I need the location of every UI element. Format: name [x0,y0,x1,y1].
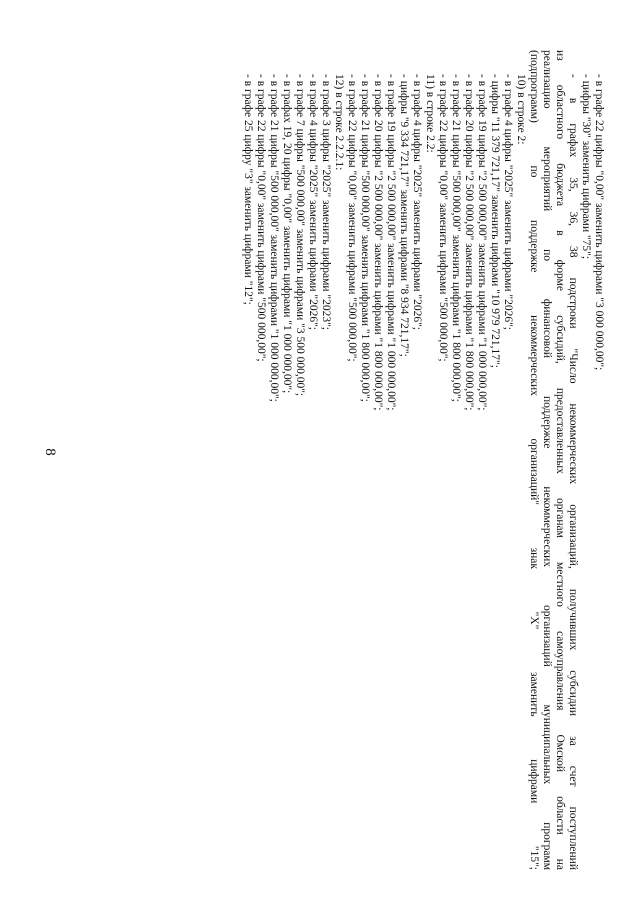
document-line: - в графе 21 цифры "500 000,00" заменить цифрами "1 800 000,00"; [450,74,462,402]
document-line: - в графе 3 цифры "2025" заменить цифрами "2023"; [320,74,332,330]
document-line: - в графе 4 цифры "2025" заменить цифрами "2026"; [502,74,514,330]
document-line: - цифры "11 379 721,17" заменить цифрами "10 979 721,17"; [489,74,501,368]
document-line: - цифры "9 334 721,17" заменить цифрами "8 934 721,17"; [398,74,410,357]
document-line: из областного бюджета в форме субсидий, предоставленных органам местного самоуправления Омской области на [554,50,566,870]
document-line: - цифры "30" заменить цифрами "75"; [580,74,592,260]
document-line: - в графе 25 цифру "3" заменить цифрами "12"; [242,74,254,305]
document-line: - в графе 21 цифры "500 000,00" заменить цифрами "1 800 000,00"; [359,74,371,402]
document-line: (подпрограмм) по поддержке некоммерческих организаций" знак "X" заменить цифрами "15"; [528,50,540,870]
document-line: реализацию мероприятий по финансовой поддержке некоммерческих организаций муниципальных программ [541,50,553,870]
document-line: 11) в строке 2.2: [424,74,436,153]
document-line: - в графе 19 цифры "2 500 000,00" заменить цифрами "1 000 000,00"; [385,74,397,411]
page-number: 8 [42,448,58,456]
document-line: 10) в строке 2: [515,74,527,145]
document-line: - в графе 22 цифры "0,00" заменить цифрами "500 000,00"; [437,74,449,362]
document-line: - в графе 19 цифры "2 500 000,00" заменить цифрами "1 000 000,00"; [476,74,488,411]
document-line: - в графе 22 цифры "0,00" заменить цифрами "3 000 000,00"; [593,74,605,371]
document-line: - в графе 4 цифры "2025" заменить цифрами "2026"; [307,74,319,330]
document-line: - в графе 21 цифры "500 000,00" заменить цифрами "1 000 000,00"; [268,74,280,402]
document-line: - в графе 20 цифры "2 500 000,00" заменить цифрами "1 800 000,00"; [372,74,384,411]
document-line: - в графах 19, 20 цифры "0,00" заменить цифрами "1 000 000,00"; [281,74,293,394]
document-line: - в графе 22 цифры "0,00" заменить цифрами "500 000,00"; [255,74,267,362]
document-body [241,50,605,870]
document-line: - в графе 22 цифры "0,00" заменить цифрами "500 000,00"; [346,74,358,362]
document-line: - в графе 4 цифры "2025" заменить цифрами "2026"; [411,74,423,330]
document-line: 12) в строке 2.2.2.1: [333,74,345,171]
document-line: - в графе 20 цифры "2 500 000,00" заменить цифрами "1 800 000,00"; [463,74,475,411]
document-line: - в графе 7 цифры "500 000,00" заменить цифрами "3 500 000,00"; [294,74,306,397]
document-line: - в графах 35, 36, 38 подстроки "Число некоммерческих организаций, получивших субсидии за счет поступлений [567,74,579,870]
